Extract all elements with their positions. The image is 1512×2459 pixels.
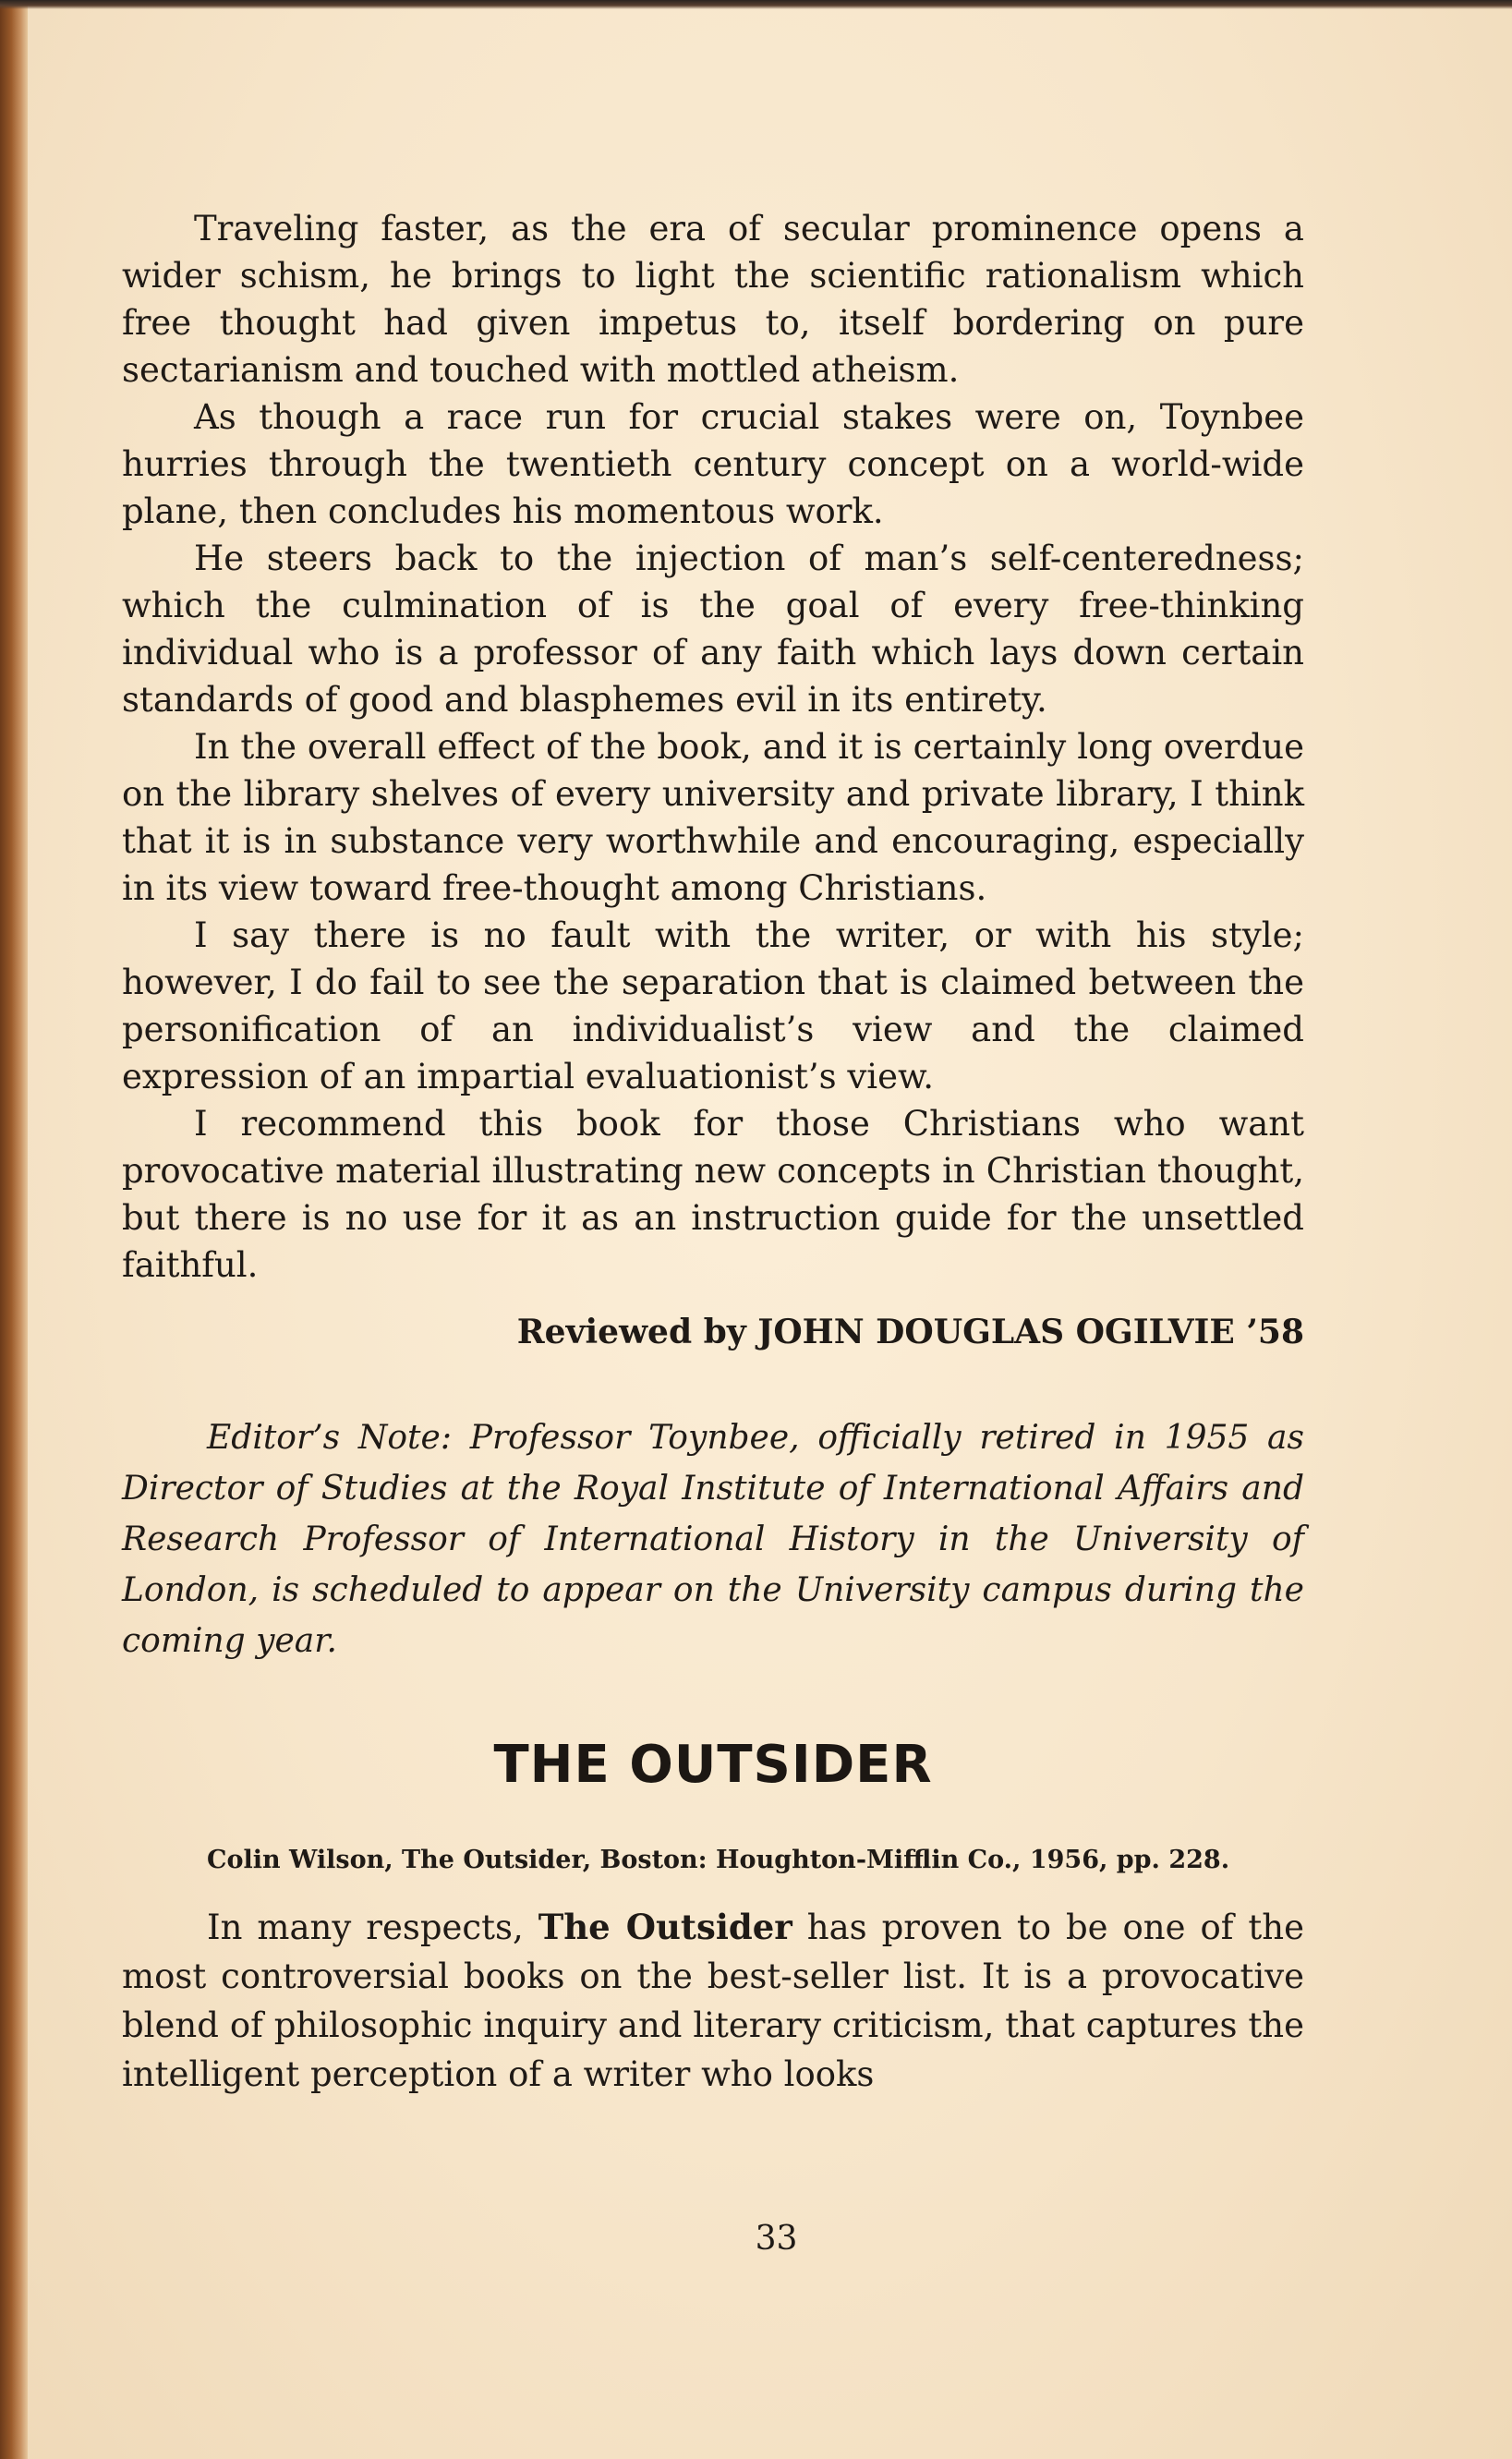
review-paragraph: He steers back to the injection of man’s self-centeredness; which the culmination of is the goal of every free-thinking individual who is a professor of any faith which lays down certain standards of good and blasphemes evil in its entirety. — [122, 539, 1304, 720]
review-paragraph: As though a race run for crucial stakes were on, Toynbee hurries through the twentieth century concept on a world-wide plane, then concludes his momentous work. — [122, 397, 1304, 531]
page-number: 33 — [755, 2220, 798, 2258]
book-binding-edge — [0, 0, 28, 2459]
editor-note: Editor’s Note: Professor Toynbee, officially retired in 1955 as Director of Studies at the Royal Institute of International Affairs and Research Professor of International History in the University of London, is scheduled to appear on the University campus during the coming year. — [122, 1419, 1304, 1660]
intro-rest: has proven to be one of the most controversial books on the best-seller list. It is a provocative blend of philosophic inquiry and literary criticism, that captures the intelligent perception of a writer who looks — [122, 1908, 1304, 2094]
review-paragraph: I recommend this book for those Christians who want provocative material illustrating new concepts in Christian thought, but there is no use for it as an instruction guide for the unsettled faithful. — [122, 1104, 1304, 1285]
review-paragraph: Traveling faster, as the era of secular prominence opens a wider schism, he brings to light the scientific rationalism which free thought had given impetus to, itself bordering on pure sectarianism and touched with mottled atheism. — [122, 209, 1304, 390]
review-paragraph: In the overall effect of the book, and it is certainly long overdue on the library shelves of every university and private library, I think that it is in substance very worthwhile and encouraging, especially in its view toward free-thought among Christians. — [122, 727, 1304, 908]
intro-lead: In many respects, — [207, 1908, 524, 1947]
section-title: THE OUTSIDER — [493, 1735, 933, 1795]
page-content — [122, 205, 1304, 2099]
book-title: The Outsider — [538, 1907, 792, 1947]
review-paragraph: I say there is no fault with the writer, or with his style; however, I do fail to see the separation that is claimed between the personification of an individualist’s view and the claimed expression of an impartial evaluationist’s view. — [122, 915, 1304, 1096]
outsider-review-paragraph — [122, 1903, 1304, 2099]
page-top-edge — [0, 0, 1512, 9]
reviewer-signature: Reviewed by JOHN DOUGLAS OGILVIE ’58 — [516, 1313, 1304, 1351]
book-citation: Colin Wilson, The Outsider, Boston: Houghton-Mifflin Co., 1956, pp. 228. — [207, 1846, 1230, 1874]
